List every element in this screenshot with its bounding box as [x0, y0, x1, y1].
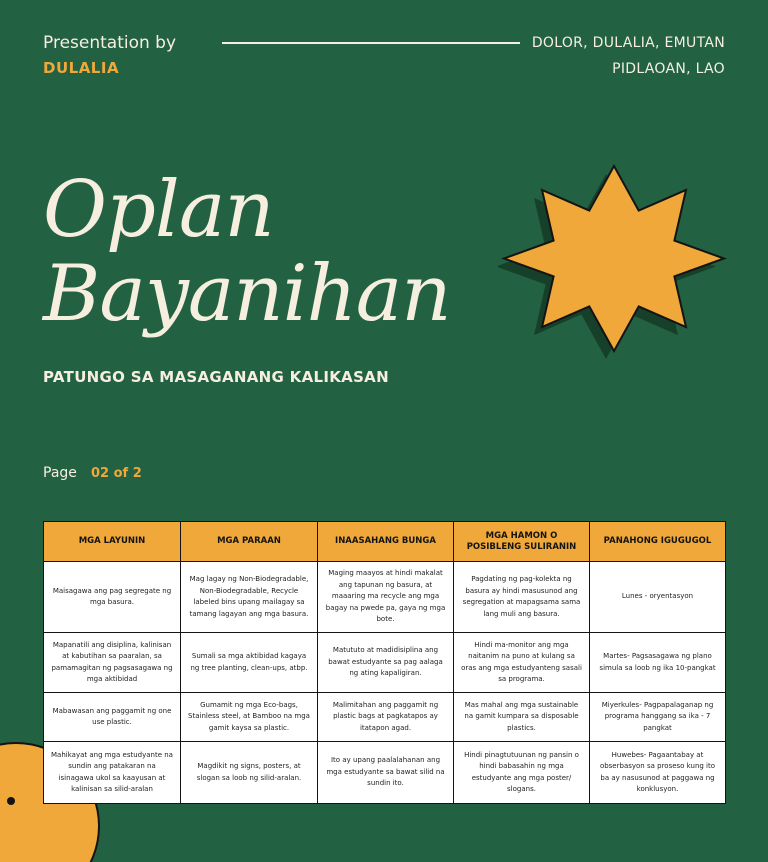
table-cell: Mahikayat ang mga estudyante na sundin ang patakaran na isinagawa ukol sa kaayusan at kalinisan sa silid-aralan: [44, 742, 181, 804]
table-cell: Mabawasan ang paggamit ng one use plastic.: [44, 693, 181, 742]
header-panahon: PANAHONG IGUGUGOL: [590, 522, 726, 562]
authors-line-2: PIDLAOAN, LAO: [612, 61, 725, 77]
table-cell: Maisagawa ang pag segregate ng mga basura.: [44, 562, 181, 633]
action-plan-table: [43, 521, 726, 804]
authors-line-1: DOLOR, DULALIA, EMUTAN: [531, 35, 725, 51]
table-cell: Martes- Pagsasagawa ng plano simula sa loob ng ika 10-pangkat: [590, 633, 726, 693]
table-row: [44, 742, 726, 804]
table-cell: Gumamit ng mga Eco-bags, Stainless steel, at Bamboo na mga gamit kaysa sa plastic.: [181, 693, 318, 742]
table-cell: Lunes - oryentasyon: [590, 562, 726, 633]
table-cell: Mag lagay ng Non-Biodegradable, Non-Biodegradable, Recycle labeled bins upang mailagay sa tamang lagayan ang mga basura.: [181, 562, 318, 633]
table-cell: Malimitahan ang paggamit ng plastic bags at pagkatapos ay itatapon agad.: [318, 693, 454, 742]
header-layunin: MGA LAYUNIN: [44, 522, 181, 562]
presented-by-label: Presentation by: [43, 33, 177, 53]
table-cell: Huwebes- Pagaantabay at obserbasyon sa proseso kung ito ba ay nasusunod at paggawa ng konklusyon.: [590, 742, 726, 804]
table-row: [44, 562, 726, 633]
table-cell: Magdikit ng signs, posters, at slogan sa loob ng silid-aralan.: [181, 742, 318, 804]
table-cell: Hindi ma-monitor ang mga naitanim na puno at kulang sa oras ang mga estudyanteng sasali sa programa.: [454, 633, 590, 693]
table-cell: Ito ay upang paalalahanan ang mga estudyante sa bawat silid na sundin ito.: [318, 742, 454, 804]
table-cell: Mapanatili ang disiplina, kalinisan at kabutihan sa paaralan, sa pamamagitan ng pagsasagawa ng mga aktibidad: [44, 633, 181, 693]
table-row: [44, 633, 726, 693]
table-header-row: [44, 522, 726, 562]
page-label: Page: [43, 465, 77, 481]
table-cell: Miyerkules- Pagpapalaganap ng programa hanggang sa ika - 7 pangkat: [590, 693, 726, 742]
circle-dot: [7, 797, 15, 805]
star-icon: [498, 158, 730, 384]
table-cell: Maging maayos at hindi makalat ang tapunan ng basura, at maaaring ma recycle ang mga bagay na pwede pa, gaya ng mga bote.: [318, 562, 454, 633]
header-bunga: INAASAHANG BUNGA: [318, 522, 454, 562]
table-cell: Hindi pinagtutuunan ng pansin o hindi babasahin ng mga estudyante ang mga poster/ slogans.: [454, 742, 590, 804]
header-paraan: MGA PARAAN: [181, 522, 318, 562]
table-cell: Mas mahal ang mga sustainable na gamit kumpara sa disposable plastics.: [454, 693, 590, 742]
page-number: 02 of 2: [91, 466, 142, 481]
page-title: [43, 165, 451, 339]
table-cell: Sumali sa mga aktibidad kagaya ng tree planting, clean-ups, atbp.: [181, 633, 318, 693]
title-line-1: Oplan: [43, 165, 274, 255]
header-hamon: MGA HAMON O POSIBLENG SULIRANIN: [454, 522, 590, 562]
table-cell: Matututo at madidisiplina ang bawat estudyante sa pag aalaga ng ating kapaligiran.: [318, 633, 454, 693]
header-divider: [222, 42, 520, 44]
page-subtitle: PATUNGO SA MASAGANANG KALIKASAN: [43, 368, 389, 386]
table-cell: Pagdating ng pag-kolekta ng basura ay hindi masusunod ang segregation at mapagsama sama lang muli ang basura.: [454, 562, 590, 633]
title-line-2: Bayanihan: [43, 249, 451, 339]
presenter-name: DULALIA: [43, 59, 120, 77]
table-row: [44, 693, 726, 742]
